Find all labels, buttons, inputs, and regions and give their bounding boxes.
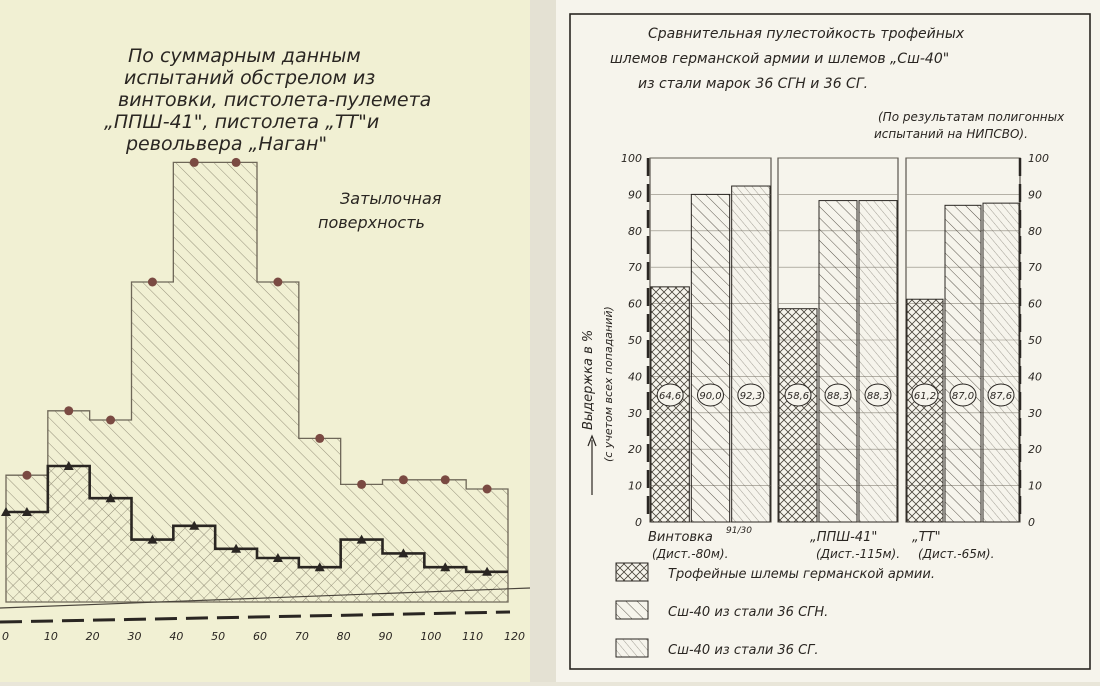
y-tick-label-left: 60 xyxy=(628,297,642,311)
bar xyxy=(819,201,857,522)
y-tick-label-left: 10 xyxy=(628,479,642,493)
circle-marker xyxy=(106,416,115,425)
y-tick-label-right: 100 xyxy=(1028,152,1049,165)
circle-marker xyxy=(190,158,199,167)
x-tick-label: 80 xyxy=(336,630,351,643)
page-gutter xyxy=(530,0,556,682)
legend-swatch xyxy=(616,639,648,657)
x-tick-label: 120 xyxy=(504,630,525,643)
y-tick-label-right: 70 xyxy=(1028,261,1042,275)
x-tick-label: 90 xyxy=(378,630,393,643)
annotation-zatylochnaya: Затылочная xyxy=(340,189,442,208)
y-tick-label-left: 20 xyxy=(628,443,642,457)
category-distance: (Дист.-65м). xyxy=(918,547,995,561)
bar-value-label: 88,3 xyxy=(826,391,850,402)
y-tick-label-left: 40 xyxy=(628,370,642,384)
category-superscript: 91/30 xyxy=(726,526,752,536)
y-axis-label: Выдержка в % xyxy=(581,329,596,430)
y-tick-label-right: 60 xyxy=(1028,297,1042,311)
y-tick-label-right: 20 xyxy=(1028,443,1042,457)
annotation-zatylochnaya: поверхность xyxy=(318,213,425,232)
right-subtitle-line: (По результатам полигонных xyxy=(878,110,1065,124)
circle-marker xyxy=(22,471,31,480)
right-title-line: Сравнительная пулестойкость трофейных xyxy=(648,26,965,42)
bar-value-label: 87,0 xyxy=(951,391,975,402)
y-tick-label-right: 0 xyxy=(1028,516,1035,529)
x-tick-label: 110 xyxy=(462,630,484,643)
y-tick-label-left: 100 xyxy=(621,152,642,165)
legend-label: Сш-40 из стали 36 СГ. xyxy=(668,643,819,658)
bar xyxy=(907,299,943,522)
bar-value-label: 58,6 xyxy=(786,391,810,402)
bar-value-label: 92,3 xyxy=(739,391,762,402)
left-chart-panel xyxy=(0,0,530,682)
bar xyxy=(732,186,770,522)
circle-marker xyxy=(315,434,324,443)
x-tick-label: 60 xyxy=(253,630,267,643)
right-title-line: шлемов германской армии и шлемов „Сш-40" xyxy=(610,51,950,67)
bar-value-label: 88,3 xyxy=(866,391,890,402)
bar xyxy=(983,203,1019,522)
bar xyxy=(691,194,729,522)
legend-swatch xyxy=(616,563,648,581)
category-distance: (Дист.-80м). xyxy=(652,547,729,561)
x-axis-line xyxy=(0,612,510,622)
x-tick-label: 20 xyxy=(85,630,100,643)
left-title-line: „ППШ-41", пистолета „ТТ"и xyxy=(104,111,380,133)
circle-marker xyxy=(64,406,73,415)
y-tick-label-left: 30 xyxy=(628,406,642,420)
legend-label: Трофейные шлемы германской армии. xyxy=(668,567,935,582)
bar-value-label: 61,2 xyxy=(913,391,937,402)
y-tick-label-right: 40 xyxy=(1028,370,1042,384)
circle-marker xyxy=(441,475,450,484)
legend-label: Сш-40 из стали 36 СГН. xyxy=(668,605,829,620)
left-title-line: винтовки, пистолета-пулемета xyxy=(118,89,432,111)
y-tick-label-left: 0 xyxy=(635,516,642,529)
y-tick-label-right: 50 xyxy=(1028,334,1042,347)
y-axis-sublabel: (с учетом всех попаданий) xyxy=(602,306,615,462)
x-tick-label: 50 xyxy=(211,630,226,643)
left-title-line: По суммарным данным xyxy=(128,45,361,67)
circle-marker xyxy=(273,278,282,287)
circle-marker xyxy=(148,278,157,287)
x-tick-label: 100 xyxy=(420,630,442,643)
right-title-line: из стали марок 36 СГН и 36 СГ. xyxy=(638,76,869,92)
circle-marker xyxy=(357,480,366,489)
right-subtitle-line: испытаний на НИПСВО). xyxy=(874,127,1028,141)
y-tick-label-left: 50 xyxy=(628,334,642,347)
x-tick-label: 30 xyxy=(127,630,142,643)
bar-chart xyxy=(556,0,1100,682)
category-label: „ППШ-41" xyxy=(810,530,878,545)
y-tick-label-left: 80 xyxy=(628,224,642,238)
bar-value-label: 87,6 xyxy=(989,391,1013,402)
y-tick-label-left: 70 xyxy=(628,261,642,275)
x-tick-label: 70 xyxy=(294,630,309,643)
circle-marker xyxy=(483,485,492,494)
y-tick-label-left: 90 xyxy=(628,188,642,202)
left-title-line: револьвера „Наган" xyxy=(126,133,328,155)
category-label: Винтовка xyxy=(648,530,713,545)
y-tick-label-right: 30 xyxy=(1028,406,1042,420)
right-chart-panel xyxy=(556,0,1100,682)
x-tick-label: 0 xyxy=(2,630,9,643)
bar xyxy=(945,205,981,522)
bar xyxy=(779,309,817,522)
y-tick-label-right: 10 xyxy=(1028,479,1042,493)
y-tick-label-right: 80 xyxy=(1028,224,1042,238)
bar-value-label: 90,0 xyxy=(699,391,722,402)
x-tick-label: 10 xyxy=(43,630,58,643)
category-distance: (Дист.-115м). xyxy=(816,547,901,561)
legend-swatch xyxy=(616,601,648,619)
circle-marker xyxy=(232,158,241,167)
left-title-line: испытаний обстрелом из xyxy=(124,67,376,89)
y-tick-label-right: 90 xyxy=(1028,188,1042,202)
category-label: „ТТ" xyxy=(912,530,941,545)
bar xyxy=(859,201,897,522)
bar-value-label: 64,6 xyxy=(659,391,682,402)
x-tick-label: 40 xyxy=(169,630,184,643)
histogram-chart xyxy=(0,0,530,682)
circle-marker xyxy=(399,475,408,484)
